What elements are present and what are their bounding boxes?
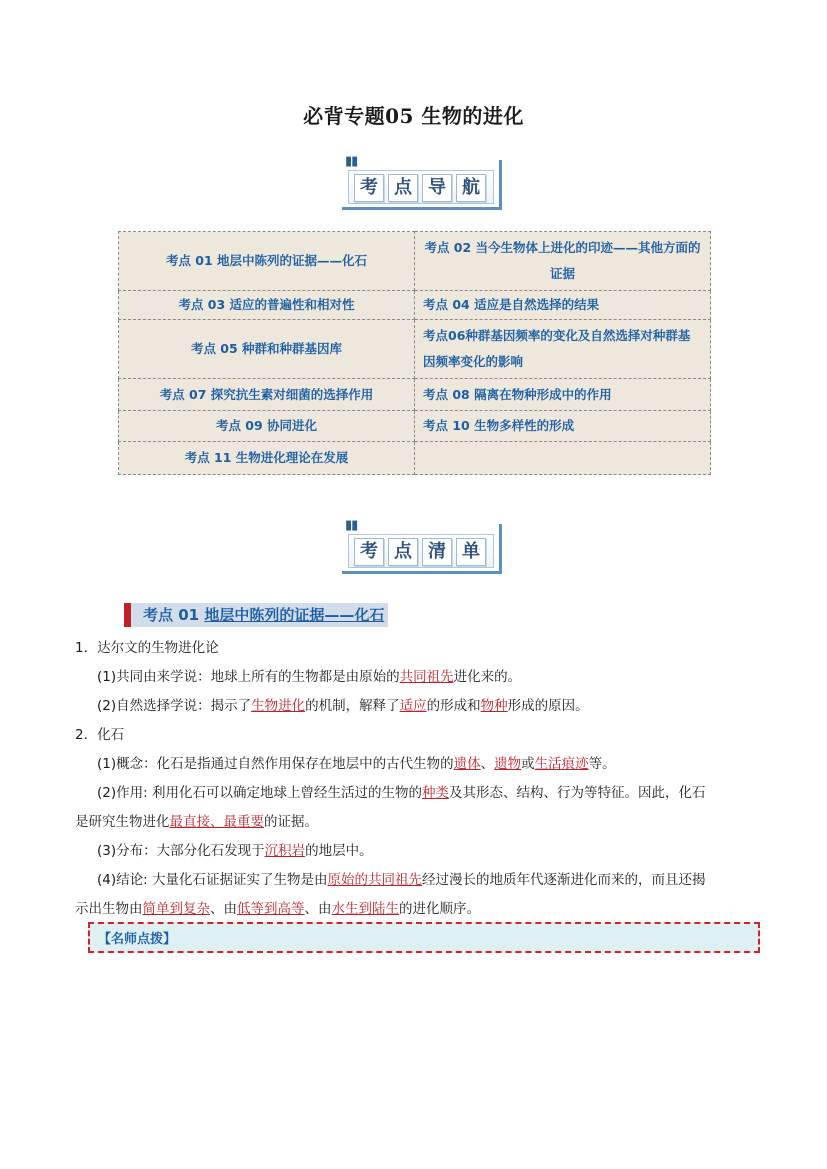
keyword: 低等到高等 (237, 901, 305, 917)
heading-darwin: 1．达尔文的生物进化论 (75, 640, 219, 656)
banner-char: 单 (456, 538, 486, 566)
paragraph-conclusion: (4)结论: 大量化石证据证实了生物是由原始的共同祖先经过漫长的地质年代逐渐进化而来的，而且还揭 (97, 872, 706, 888)
keyword: 沉积岩 (264, 843, 306, 859)
keyword: 简单到复杂 (142, 901, 210, 917)
keyword: 遗体 (453, 756, 481, 772)
pin-icon: ▮▮ (345, 518, 358, 533)
toc-cell-empty (415, 442, 711, 475)
banner-char: 航 (456, 174, 486, 202)
section-prefix: 考点 01 (143, 606, 205, 624)
paragraph-concept: (1)概念：化石是指通过自然作用保存在地层中的古代生物的遗体、遗物或生活痕迹等。 (97, 756, 616, 772)
teacher-tip-box (88, 922, 760, 953)
keyword: 原始的共同祖先 (327, 872, 422, 888)
page-title: 必背专题05 生物的进化 (303, 104, 524, 128)
toc-cell[interactable]: 考点 10 生物多样性的形成 (415, 411, 711, 442)
keyword: 遗物 (494, 756, 522, 772)
paragraph-conclusion-cont: 示出生物由简单到复杂、由低等到高等、由水生到陆生的进化顺序。 (75, 901, 480, 917)
paragraph-function-cont: 是研究生物进化最直接、最重要的证据。 (75, 814, 318, 830)
section-title: 地层中陈列的证据——化石 (204, 606, 385, 624)
keyword: 生物进化 (251, 698, 306, 714)
toc-cell[interactable]: 考点 08 隔离在物种形成中的作用 (415, 379, 711, 411)
paragraph-function: (2)作用: 利用化石可以确定地球上曾经生活过的生物的种类及其形态、结构、行为等特征。因此，化石 (97, 785, 706, 801)
toc-cell[interactable]: 考点 01 地层中陈列的证据——化石 (119, 232, 415, 291)
toc-cell[interactable]: 考点06种群基因频率的变化及自然选择对种群基因频率变化的影响 (415, 320, 711, 379)
banner-char: 点 (388, 174, 418, 202)
list-banner (342, 518, 504, 576)
keyword: 最直接、最重要 (169, 814, 264, 830)
banner-char: 清 (422, 538, 452, 566)
paragraph-natural-selection: (2)自然选择学说：揭示了生物进化的机制，解释了适应的形成和物种形成的原因。 (97, 698, 589, 714)
teacher-tip-label: 【名师点拨】 (98, 932, 177, 947)
keyword: 物种 (480, 698, 508, 714)
toc-cell[interactable]: 考点 09 协同进化 (119, 411, 415, 442)
banner-char: 考 (354, 538, 384, 566)
banner-char: 点 (388, 538, 418, 566)
toc-cell[interactable]: 考点 04 适应是自然选择的结果 (415, 291, 711, 320)
toc-cell[interactable]: 考点 03 适应的普遍性和相对性 (119, 291, 415, 320)
content-body (70, 634, 760, 924)
keyword: 适应 (399, 698, 427, 714)
paragraph-distribution: (3)分布：大部分化石发现于沉积岩的地层中。 (97, 843, 373, 859)
keyword: 生活痕迹 (534, 756, 589, 772)
topic-navigation-table (118, 231, 711, 475)
keyword: 水生到陆生 (331, 901, 399, 917)
nav-banner (342, 154, 504, 212)
heading-fossil: 2．化石 (75, 727, 125, 743)
keyword: 种类 (421, 785, 449, 801)
banner-char: 导 (422, 174, 452, 202)
pin-icon: ▮▮ (345, 154, 358, 169)
paragraph-common-descent: (1)共同由来学说：地球上所有的生物都是由原始的共同祖先进化来的。 (97, 669, 522, 685)
toc-cell[interactable]: 考点 05 种群和种群基因库 (119, 320, 415, 379)
section-heading (124, 603, 388, 627)
keyword: 共同祖先 (399, 669, 454, 685)
toc-cell[interactable]: 考点 11 生物进化理论在发展 (119, 442, 415, 475)
toc-cell[interactable]: 考点 07 探究抗生素对细菌的选择作用 (119, 379, 415, 411)
toc-cell[interactable]: 考点 02 当今生物体上进化的印迹——其他方面的证据 (415, 232, 711, 291)
banner-char: 考 (354, 174, 384, 202)
